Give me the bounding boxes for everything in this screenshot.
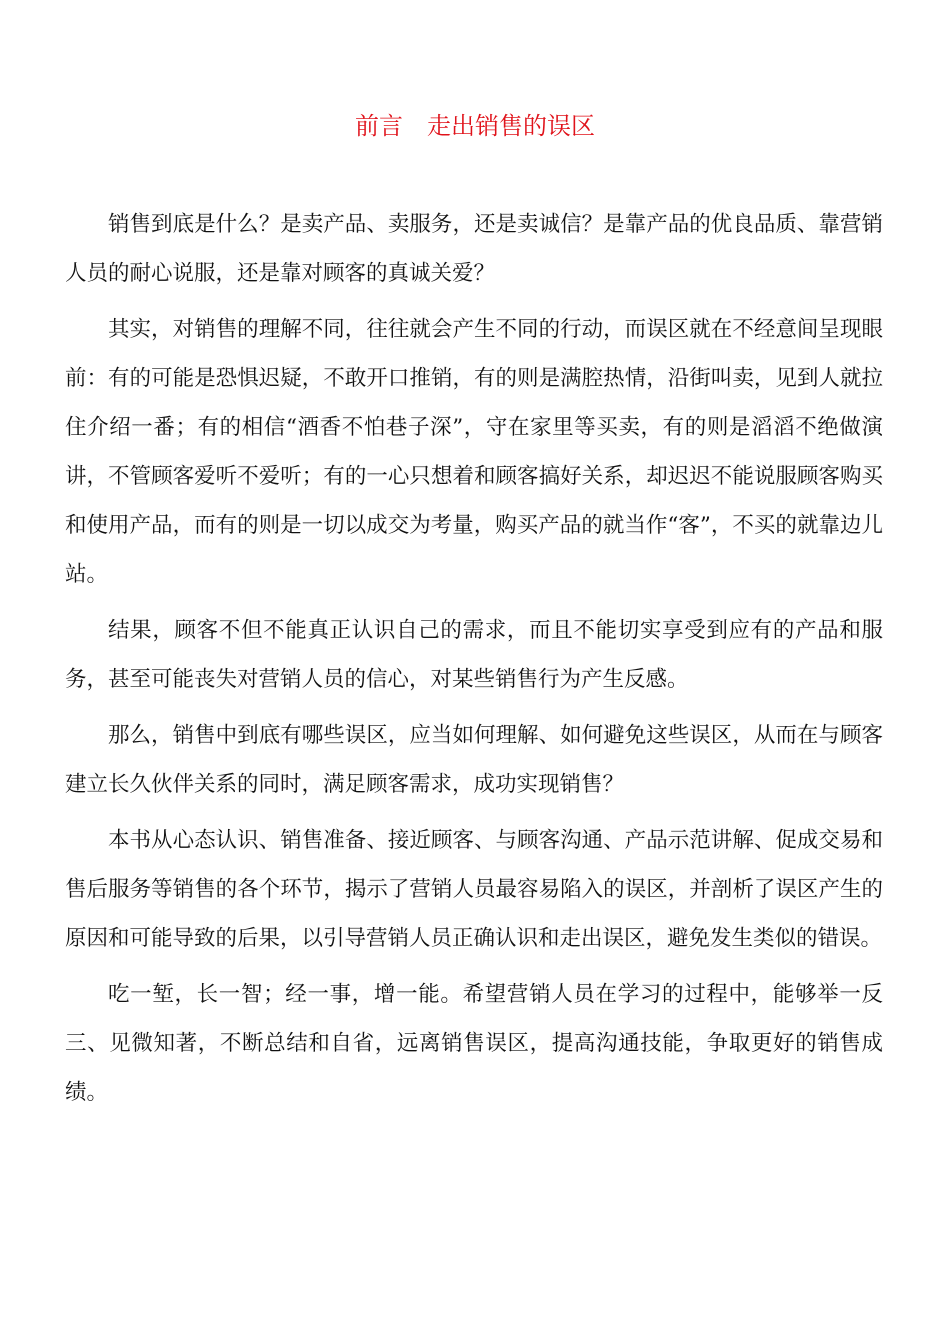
paragraph-5: 本书从心态认识、销售准备、接近顾客、与顾客沟通、产品示范讲解、促成交易和售后服务等销售的各个环节，揭示了营销人员最容易陷入的误区，并剖析了误区产生的原因和可能导致的后果，以引导营销人员正确认识和走出误区，避免发生类似的错误。 (65, 828, 883, 951)
body-text (65, 200, 883, 1124)
paragraph-3: 结果，顾客不但不能真正认识自己的需求，而且不能切实享受到应有的产品和服务，甚至可能丧失对营销人员的信心，对某些销售行为产生反感。 (65, 618, 883, 692)
paragraph-4: 那么，销售中到底有哪些误区，应当如何理解、如何避免这些误区，从而在与顾客建立长久伙伴关系的同时，满足顾客需求，成功实现销售？ (65, 723, 883, 797)
paragraph-6: 吃一堑，长一智；经一事，增一能。希望营销人员在学习的过程中，能够举一反三、见微知著，不断总结和自省，远离销售误区，提高沟通技能，争取更好的销售成绩。 (65, 982, 883, 1105)
paragraph-2: 其实，对销售的理解不同，往往就会产生不同的行动，而误区就在不经意间呈现眼前：有的可能是恐惧迟疑，不敢开口推销，有的则是满腔热情，沿街叫卖，见到人就拉住介绍一番；有的相信“酒香不怕巷子深”，守在家里等买卖，有的则是滔滔不绝做演讲，不管顾客爱听不爱听；有的一心只想着和顾客搞好关系，却迟迟不能说服顾客购买和使用产品，而有的则是一切以成交为考量，购买产品的就当作“客”，不买的就靠边儿站。 (65, 317, 883, 587)
paragraph-1: 销售到底是什么？是卖产品、卖服务，还是卖诚信？是靠产品的优良品质、靠营销人员的耐心说服，还是靠对顾客的真诚关爱？ (65, 212, 883, 286)
page-title: 前言 走出销售的误区 (355, 112, 595, 140)
